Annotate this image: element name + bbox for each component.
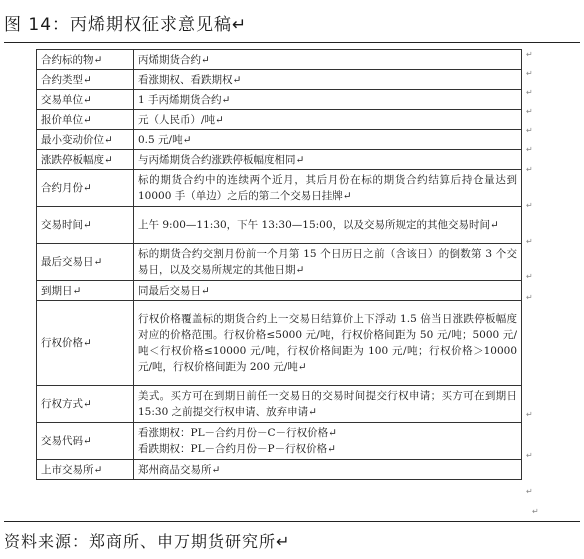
paragraph-mark: ↵	[526, 237, 533, 246]
paragraph-mark: ↵	[526, 410, 533, 419]
source-note: 资料来源：郑商所、申万期货研究所↵	[4, 521, 580, 552]
row-value: 上午 9:00—11:30，下午 13:30—15:00，以及交易所规定的其他交易时间↵	[134, 207, 522, 244]
paragraph-mark: ↵	[532, 507, 539, 516]
table-row	[37, 110, 522, 130]
table-row	[37, 423, 522, 460]
row-label: 交易代码↵	[37, 423, 134, 460]
row-value: 标的期货合约交割月份前一个月第 15 个日历日之前（含该日）的倒数第 3 个交易日，以及交易所规定的其他日期↵	[134, 244, 522, 281]
row-value: 郑州商品交易所↵	[134, 460, 522, 480]
row-value: 标的期货合约中的连续两个近月，其后月份在标的期货合约结算后持仓量达到 10000 手（单边）之后的第二个交易日挂牌↵	[134, 170, 522, 207]
row-value: 与丙烯期货合约涨跌停板幅度相同↵	[134, 150, 522, 170]
paragraph-mark: ↵	[526, 50, 533, 59]
paragraph-mark: ↵	[526, 272, 533, 281]
table-row	[37, 150, 522, 170]
row-label: 最小变动价位↵	[37, 130, 134, 150]
row-value: 丙烯期货合约↵	[134, 50, 522, 70]
table-row	[37, 50, 522, 70]
row-label: 交易时间↵	[37, 207, 134, 244]
contract-spec-table-container	[36, 49, 522, 480]
paragraph-mark: ↵	[526, 126, 533, 135]
row-value: 元（人民币）/吨↵	[134, 110, 522, 130]
paragraph-mark: ↵	[526, 451, 533, 460]
row-label: 报价单位↵	[37, 110, 134, 130]
table-row	[37, 244, 522, 281]
row-label: 行权价格↵	[37, 301, 134, 386]
row-value: 看涨期权、看跌期权↵	[134, 70, 522, 90]
paragraph-mark: ↵	[526, 69, 533, 78]
table-row	[37, 70, 522, 90]
paragraph-mark: ↵	[526, 487, 533, 496]
row-value: 0.5 元/吨↵	[134, 130, 522, 150]
table-row	[37, 301, 522, 386]
table-row	[37, 281, 522, 301]
row-label: 上市交易所↵	[37, 460, 134, 480]
row-value: 美式。买方可在到期日前任一交易日的交易时间提交行权申请；买方可在到期日 15:30 之前提交行权申请、放弃申请↵	[134, 386, 522, 423]
table-row	[37, 207, 522, 244]
paragraph-mark: ↵	[526, 88, 533, 97]
paragraph-mark: ↵	[526, 107, 533, 116]
row-label: 合约月份↵	[37, 170, 134, 207]
row-label: 行权方式↵	[37, 386, 134, 423]
paragraph-mark: ↵	[526, 145, 533, 154]
table-row	[37, 170, 522, 207]
row-label: 涨跌停板幅度↵	[37, 150, 134, 170]
table-row	[37, 90, 522, 110]
row-value: 1 手丙烯期货合约↵	[134, 90, 522, 110]
contract-spec-table	[36, 49, 522, 480]
row-label: 到期日↵	[37, 281, 134, 301]
paragraph-mark: ↵	[526, 165, 533, 174]
table-row	[37, 130, 522, 150]
row-label: 最后交易日↵	[37, 244, 134, 281]
row-value: 行权价格覆盖标的期货合约上一交易日结算价上下浮动 1.5 倍当日涨跌停板幅度对应的价格范围。行权价格≤5000 元/吨，行权价格间距为 50 元/吨；5000 元/吨＜行权价格≤10000 元/吨，行权价格间距为 100 元/吨；行权价格＞10000 元/吨，行权价格间距为 200 元/吨↵	[134, 301, 522, 386]
row-value: 看涨期权：PL－合约月份－C－行权价格↵ 看跌期权：PL－合约月份－P－行权价格↵	[134, 423, 522, 460]
table-row	[37, 460, 522, 480]
row-label: 交易单位↵	[37, 90, 134, 110]
row-value: 同最后交易日↵	[134, 281, 522, 301]
paragraph-mark: ↵	[526, 293, 533, 302]
row-label: 合约标的物↵	[37, 50, 134, 70]
table-row	[37, 386, 522, 423]
paragraph-mark: ↵	[526, 201, 533, 210]
figure-title: 图 14：丙烯期权征求意见稿↵	[4, 10, 580, 43]
row-label: 合约类型↵	[37, 70, 134, 90]
